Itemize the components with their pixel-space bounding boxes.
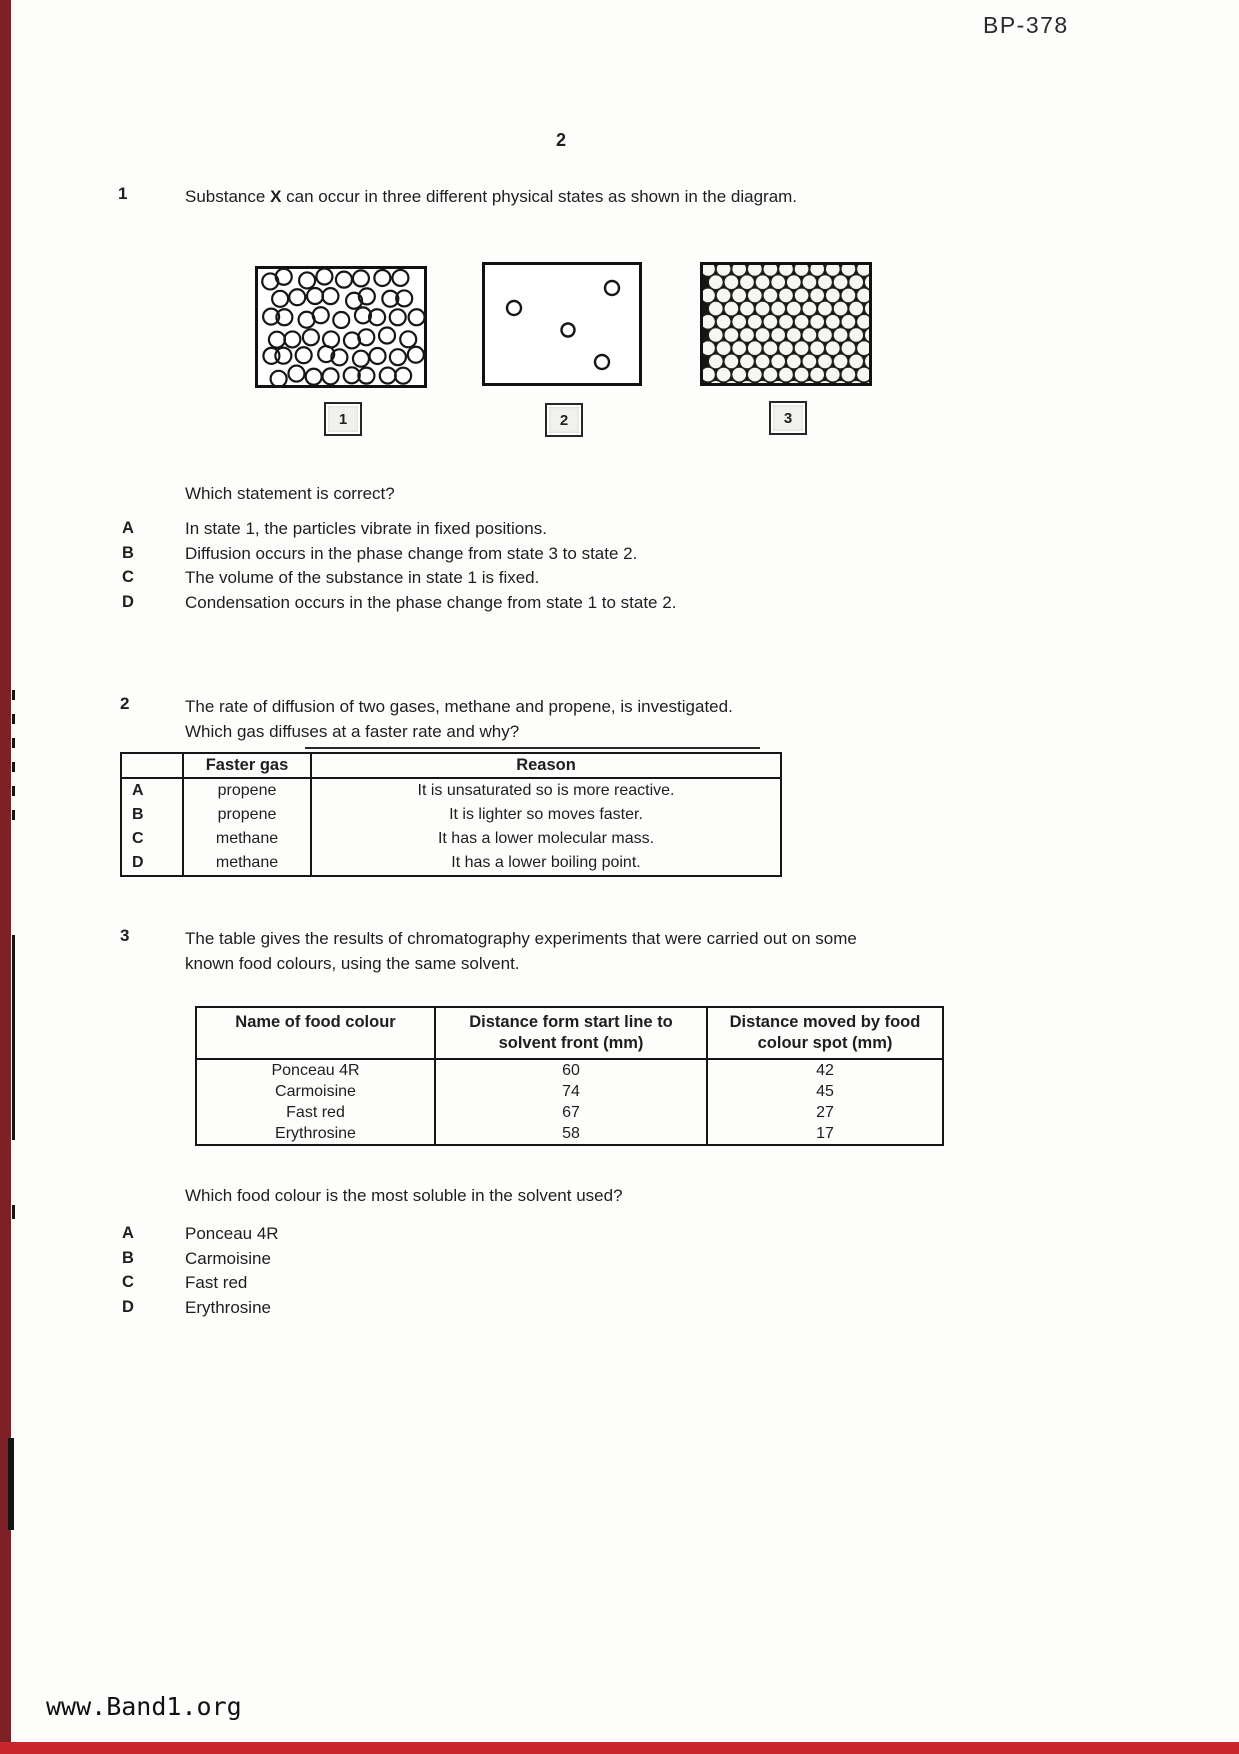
q3-row2-front: 74: [435, 1081, 707, 1102]
q3-row3-front: 67: [435, 1102, 707, 1123]
q3-row4-spot: 17: [707, 1123, 943, 1145]
state2-label-text: 2: [559, 411, 569, 429]
q2-row-d-gas: methane: [183, 851, 311, 876]
q2-header-empty: [121, 753, 183, 778]
q2-table-row-a: [121, 778, 781, 803]
q1-option-a-letter: A: [122, 519, 134, 537]
q1-prompt: Which statement is correct?: [185, 484, 395, 503]
q3-option-d-letter: D: [122, 1297, 134, 1316]
q1-text-pre: Substance: [185, 187, 271, 206]
q3-table-header-row: [196, 1007, 943, 1059]
scan-artifact: [12, 714, 15, 724]
q1-number: 1: [118, 184, 128, 203]
q3-row4-name: Erythrosine: [275, 1124, 356, 1142]
q3-option-b: [122, 1249, 722, 1274]
q1-option-d: [122, 593, 962, 618]
q2-row-a-gas: propene: [183, 778, 311, 803]
scan-artifact: [12, 810, 15, 820]
q2-table-row-d: [121, 851, 781, 876]
q2-row-b-letter: B: [132, 806, 144, 823]
state3-label-text: 3: [783, 409, 793, 427]
q2-row-d-letter: D: [132, 854, 144, 871]
q3-option-a: [122, 1224, 722, 1249]
scan-artifact: [12, 786, 15, 796]
q3-table-row-erythrosine: [196, 1123, 943, 1145]
state2-label: [545, 403, 583, 437]
state1-label-text: 1: [338, 410, 348, 428]
q2-row-a-letter: A: [132, 782, 144, 799]
q3-row2-name: Carmoisine: [275, 1082, 356, 1100]
scan-artifact: [12, 738, 15, 748]
q3-option-d-text: Erythrosine: [185, 1297, 271, 1317]
q3-option-c: [122, 1273, 722, 1298]
q3-row2-spot: 45: [707, 1081, 943, 1102]
scan-artifact: [8, 1438, 14, 1530]
q1-option-b: [122, 544, 962, 569]
state3-solid-particle-diagram: [700, 262, 872, 386]
q2-row-c-gas: methane: [183, 827, 311, 851]
q3-option-a-letter: A: [122, 1224, 134, 1242]
q1-option-c-text: The volume of the substance in state 1 is fixed.: [185, 568, 540, 587]
q3-option-b-letter: B: [122, 1248, 134, 1267]
q3-option-c-letter: C: [122, 1273, 134, 1291]
q3-text-line2: known food colours, using the same solvent.: [185, 954, 520, 973]
scan-artifact: [12, 935, 15, 1140]
q2-text-line2: Which gas diffuses at a faster rate and why?: [185, 722, 520, 741]
state1-liquid-particle-diagram: [255, 266, 427, 388]
q1-option-d-text: Condensation occurs in the phase change from state 1 to state 2.: [185, 592, 677, 612]
q3-text: [185, 926, 975, 976]
q2-table-header-row: [121, 753, 781, 778]
q3-row1-front: 60: [435, 1059, 707, 1081]
q1-options: [122, 519, 962, 617]
q3-header-name: Name of food colour: [196, 1007, 435, 1059]
scan-artifact: [12, 690, 15, 700]
q3-row1-spot: 42: [707, 1059, 943, 1081]
q2-table-row-c: [121, 827, 781, 851]
q3-options: [122, 1224, 722, 1322]
scan-edge-strip-bottom: [0, 1742, 1239, 1754]
q3-table-row-ponceau: [196, 1059, 943, 1081]
q2-header-faster-gas: Faster gas: [183, 753, 311, 778]
q2-row-c-reason: It has a lower molecular mass.: [311, 827, 781, 851]
q1-text-substance-x: X: [270, 187, 282, 206]
q2-row-b-gas: propene: [183, 803, 311, 827]
q1-option-d-letter: D: [122, 592, 134, 611]
q2-row-d-reason: It has a lower boiling point.: [311, 851, 781, 876]
q3-option-a-text: Ponceau 4R: [185, 1224, 279, 1243]
q1-option-b-text: Diffusion occurs in the phase change from state 3 to state 2.: [185, 543, 638, 563]
q2-row-c-letter: C: [132, 830, 144, 847]
q3-table-row-fastred: [196, 1102, 943, 1123]
q3-option-c-text: Fast red: [185, 1273, 248, 1292]
q2-text-line1: The rate of diffusion of two gases, methane and propene, is investigated.: [185, 697, 733, 716]
q3-header-colour-spot: Distance moved by food colour spot (mm): [707, 1007, 943, 1059]
q1-option-a: [122, 519, 962, 544]
state2-gas-particle-diagram: [482, 262, 642, 386]
q1-option-c-letter: C: [122, 568, 134, 586]
q2-answer-table: [120, 752, 782, 877]
state1-label: [324, 402, 362, 436]
q3-row1-name: Ponceau 4R: [271, 1061, 360, 1079]
q2-row-a-reason: It is unsaturated so is more reactive.: [311, 778, 781, 803]
q2-text: [185, 694, 965, 744]
q3-row3-spot: 27: [707, 1102, 943, 1123]
q2-row-b-reason: It is lighter so moves faster.: [311, 803, 781, 827]
q1-option-c: [122, 568, 962, 593]
page-number: 2: [556, 130, 567, 150]
q3-prompt: Which food colour is the most soluble in the solvent used?: [185, 1186, 623, 1205]
q3-row4-front: 58: [435, 1123, 707, 1145]
doc-reference: BP-378: [983, 12, 1069, 38]
scan-artifact: [12, 1205, 15, 1219]
q3-header-solvent-front: Distance form start line to solvent front (mm): [435, 1007, 707, 1059]
q3-table-row-carmoisine: [196, 1081, 943, 1102]
q2-number: 2: [120, 694, 130, 713]
scan-artifact: [12, 762, 15, 772]
q1-option-a-text: In state 1, the particles vibrate in fixed positions.: [185, 519, 547, 538]
q1-option-b-letter: B: [122, 543, 134, 562]
q1-text: [185, 184, 945, 209]
scan-artifact-line: [305, 747, 760, 749]
q3-text-line1: The table gives the results of chromatography experiments that were carried out on some: [185, 929, 857, 948]
q3-option-b-text: Carmoisine: [185, 1248, 271, 1268]
q2-header-reason: Reason: [311, 753, 781, 778]
q3-option-d: [122, 1298, 722, 1323]
q2-table-row-b: [121, 803, 781, 827]
state3-label: [769, 401, 807, 435]
footer-watermark-url: www.Band1.org: [46, 1692, 242, 1721]
q3-row3-name: Fast red: [286, 1103, 345, 1121]
q1-text-post: can occur in three different physical states as shown in the diagram.: [281, 187, 798, 206]
q3-number: 3: [120, 926, 130, 945]
q3-results-table: [195, 1006, 944, 1146]
